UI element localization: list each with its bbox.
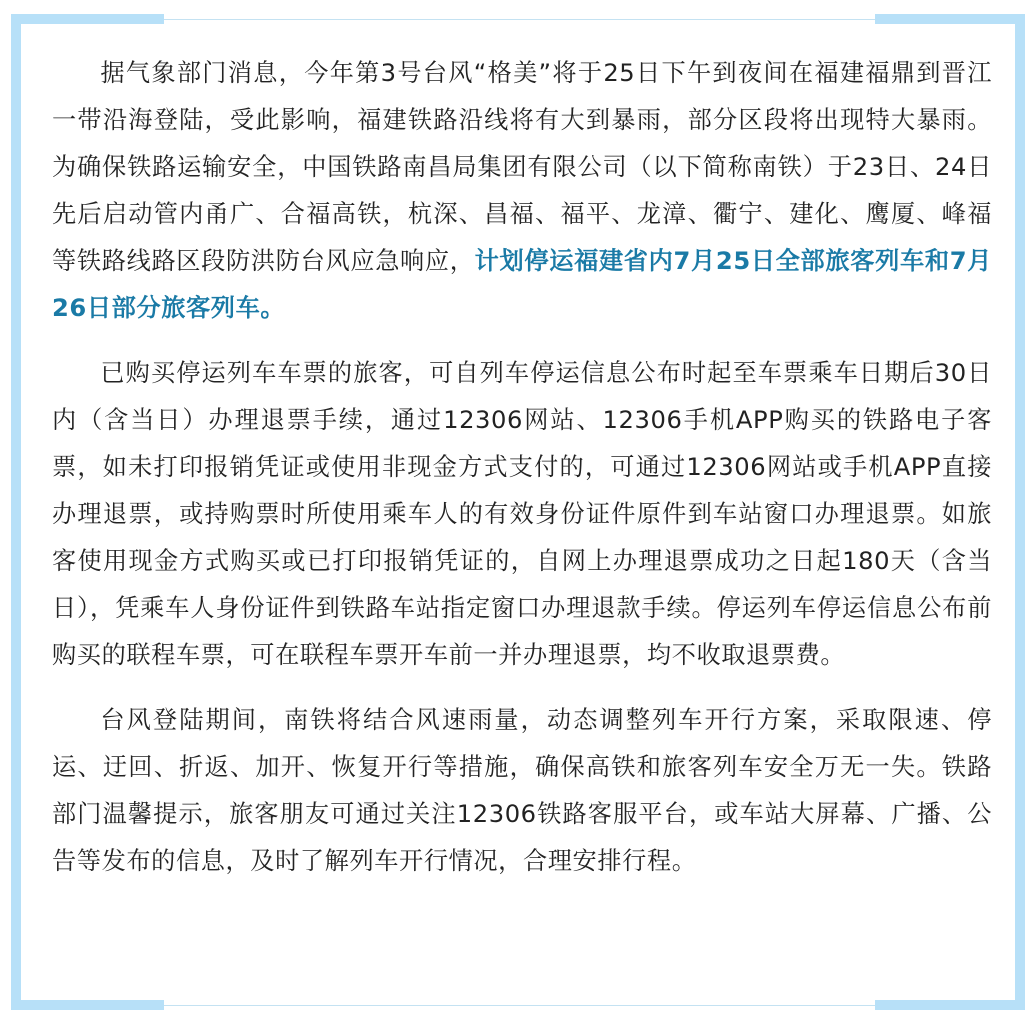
frame-top-line xyxy=(164,19,875,20)
frame-left-bar xyxy=(11,14,21,1010)
article-body xyxy=(52,50,992,903)
frame-bottom-left-bar xyxy=(11,1000,164,1010)
paragraph-text: 台风登陆期间，南铁将结合风速雨量，动态调整列车开行方案，采取限速、停运、迂回、折返、加开、恢复开行等措施，确保高铁和旅客列车安全万无一失。铁路部门温馨提示，旅客朋友可通过关注12306铁路客服平台，或车站大屏幕、广播、公告等发布的信息，及时了解列车开行情况，合理安排行程。 xyxy=(52,706,992,875)
paragraph-refund-policy xyxy=(52,350,992,679)
paragraph-text: 据气象部门消息，今年第3号台风“格美”将于25日下午到夜间在福建福鼎到晋江一带沿海登陆，受此影响，福建铁路沿线将有大到暴雨，部分区段将出现特大暴雨。为确保铁路运输安全，中国铁路南昌局集团有限公司（以下简称南铁）于23日、24日先后启动管内甬广、合福高铁，杭深、昌福、福平、龙漳、衢宁、建化、鹰厦、峰福等铁路线路区段防洪防台风应急响应， xyxy=(52,59,992,275)
paragraph-travel-advice xyxy=(52,697,992,885)
frame-right-bar xyxy=(1015,14,1025,1010)
frame-bottom-right-bar xyxy=(875,1000,1025,1010)
paragraph-typhoon-notice xyxy=(52,50,992,332)
highlighted-suspension-notice: 计划停运福建省内7月25日全部旅客列车和7月26日部分旅客列车。 xyxy=(52,247,992,322)
paragraph-text: 已购买停运列车车票的旅客，可自列车停运信息公布时起至车票乘车日期后30日内（含当日）办理退票手续，通过12306网站、12306手机APP购买的铁路电子客票，如未打印报销凭证或使用非现金方式支付的，可通过12306网站或手机APP直接办理退票，或持购票时所使用乘车人的有效身份证件原件到车站窗口办理退票。如旅客使用现金方式购买或已打印报销凭证的，自网上办理退票成功之日起180天（含当日），凭乘车人身份证件到铁路车站指定窗口办理退款手续。停运列车停运信息公布前购买的联程车票，可在联程车票开车前一并办理退票，均不收取退票费。 xyxy=(52,359,992,669)
frame-top-right-bar xyxy=(875,14,1025,24)
frame-bottom-line xyxy=(164,1005,875,1006)
frame-top-left-bar xyxy=(11,14,164,24)
